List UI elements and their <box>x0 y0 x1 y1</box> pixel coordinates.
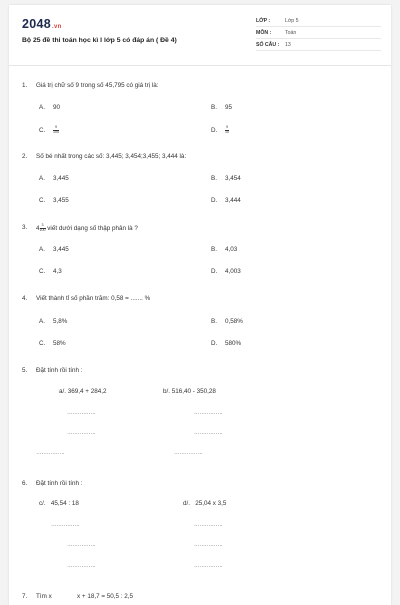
question-text: 4 $\frac{3}{100}$ viết dưới dạng số thập phân là ? <box>36 223 138 232</box>
meta-subject: MÔN : Toán <box>256 29 381 39</box>
answer-line[interactable]: ……………. <box>67 563 96 569</box>
option-b[interactable]: B. 4,03 <box>211 246 238 253</box>
option-b[interactable]: B. 0,58% <box>211 318 243 325</box>
option-c[interactable]: C. $\frac{9}{100}$ <box>39 125 59 134</box>
option-c[interactable]: C. 3,455 <box>39 197 69 204</box>
answer-line[interactable]: ……………. <box>194 430 223 436</box>
option-a[interactable]: A. 90 <box>39 104 61 111</box>
option-d[interactable]: D. $\frac{9}{10}$ <box>211 125 229 134</box>
option-a[interactable]: A. 3,445 <box>39 246 69 253</box>
answer-line[interactable]: ……………. <box>194 522 223 528</box>
worksheet-header <box>9 5 391 66</box>
equation: x + 18,7 = 50,5 : 2,5 <box>77 593 134 600</box>
question-text: Tìm x <box>36 593 52 600</box>
meta-question-count: SỐ CÂU : 13 <box>256 41 381 51</box>
answer-line[interactable]: ……………. <box>194 542 223 548</box>
answer-line[interactable]: ……………. <box>36 450 65 456</box>
expression-c: c/. 45,54 : 18 <box>39 500 79 507</box>
option-a[interactable]: A. 5,8% <box>39 318 68 325</box>
option-d[interactable]: D. 3,444 <box>211 197 241 204</box>
fraction: $\frac{3}{100}$ <box>39 223 46 232</box>
answer-line[interactable]: ……………. <box>67 430 96 436</box>
answer-line[interactable]: ……………. <box>51 522 80 528</box>
question-text: Đặt tính rồi tính : <box>36 367 83 374</box>
question-text: Viết thành tỉ số phần trăm: 0,58 = ....... % <box>36 295 151 302</box>
answer-line[interactable]: ……………. <box>194 410 223 416</box>
question-text: Giá trị chữ số 9 trong số 45,795 có giá trị là: <box>36 82 159 89</box>
answer-line[interactable]: ……………. <box>67 410 96 416</box>
option-d[interactable]: D. 4,003 <box>211 268 241 275</box>
option-a[interactable]: A. 3,445 <box>39 175 69 182</box>
expression-b: b/. 516,40 - 350,28 <box>163 388 216 395</box>
question-text: Đặt tính rồi tính : <box>36 480 83 487</box>
fraction: $\frac{9}{10}$ <box>225 125 229 134</box>
option-c[interactable]: C. 58% <box>39 340 66 347</box>
worksheet-title: Bộ 25 đề thi toán học kì I lớp 5 có đáp án ( Đề 4) <box>22 37 177 44</box>
expression-a: a/. 369,4 + 284,2 <box>59 388 107 395</box>
option-c[interactable]: C. 4,3 <box>39 268 62 275</box>
option-b[interactable]: B. 95 <box>211 104 233 111</box>
option-b[interactable]: B. 3,454 <box>211 175 241 182</box>
option-d[interactable]: D. 580% <box>211 340 242 347</box>
answer-line[interactable]: ……………. <box>174 450 203 456</box>
meta-grade: LỚP : Lớp 5 <box>256 17 381 27</box>
site-logo[interactable]: 2048.vn <box>22 17 62 31</box>
question-text: Số bé nhất trong các số: 3,445; 3,454;3,455; 3,444 là: <box>36 153 187 160</box>
answer-line[interactable]: ……………. <box>194 563 223 569</box>
fraction: $\frac{9}{100}$ <box>53 125 59 134</box>
answer-line[interactable]: ……………. <box>67 542 96 548</box>
worksheet: 2048.vn Bộ 25 đề thi toán học kì I lớp 5 có đáp án ( Đề 4) LỚP : Lớp 5 MÔN : Toán SỐ CÂU : 13 1. Giá trị chữ số 9 trong số 45,795 có giá trị là: A. 90 B. 95 C. $\frac{9}{100}$ D. $\frac{9}{10}$ 2. Số bé nhất trong các số: 3,445; 3,454;3,455; 3,444 là: A. 3,445 B. 3,454 C. 3,455 D. 3,444 3. 4 $\frac{3}{100}$ viết dưới dạng số thập phân là ? A. 3,445 B. 4,03 C. 4,3 D. 4,003 4. Viết thành tỉ số phần trăm: 0,58 = ....... % A. 5,8% B. 0,58% C. 58% D. 580% 5. Đặt tính rồi tính : a/. 369,4 + 284,2 b/. 516,40 - 350,28 ……………. ……………. ……………. ……………. ……………. ……………. 6. Đặt tính rồi tính : c/. 45,54 : 18 d/. 25,04 x 3,5 ……………. ……………. ……………. ……………. ……………. ……………. 7. Tìm x x + 18,7 = 50,5 : 2,5 <box>9 5 391 605</box>
expression-d: d/. 25,04 x 3,5 <box>183 500 227 507</box>
